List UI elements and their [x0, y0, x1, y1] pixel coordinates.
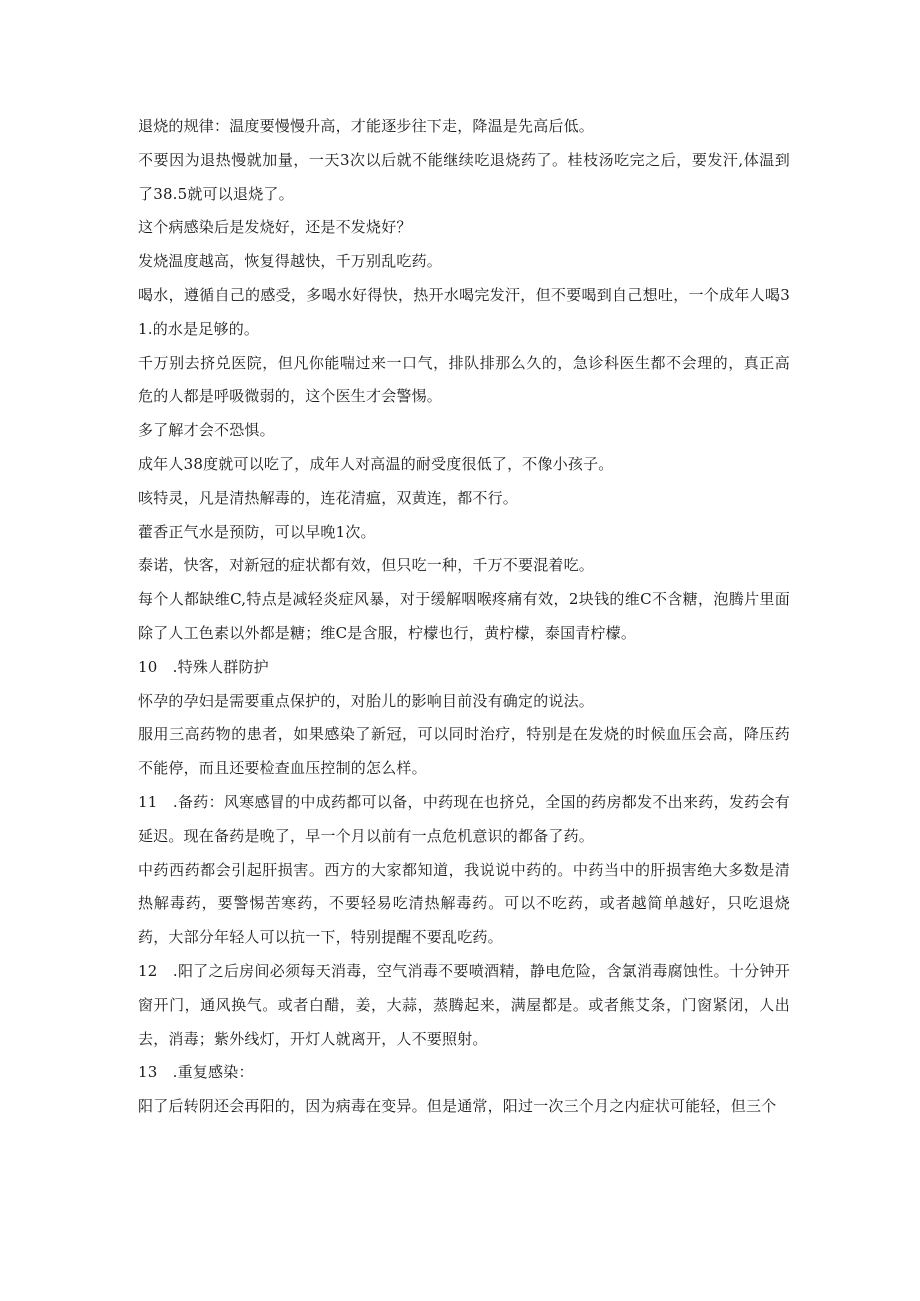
paragraph-understanding: 多了解才会不恐惧。 — [138, 421, 275, 440]
paragraph-chronic-patients: 服用三高药物的患者，如果感染了新冠，可以同时治疗，特别是在发烧的时候血压会高，降压药不能停，而且还要检查血压控制的怎么样。 — [138, 725, 790, 778]
paragraph-fever-question: 这个病感染后是发烧好，还是不发烧好？ — [138, 218, 412, 237]
section-heading-11: 11 .备药：风寒感冒的中成药都可以备，中药现在也挤兑，全国的药房都发不出来药，发药会有延迟。现在备药是晚了，早一个月以前有一点危机意识的都备了药。 — [138, 792, 790, 845]
paragraph-fever-answer: 发烧温度越高，恢复得越快，千万别乱吃药。 — [138, 252, 443, 271]
paragraph-pregnancy: 怀孕的孕妇是需要重点保护的，对胎儿的影响目前没有确定的说法。 — [138, 691, 595, 710]
section-heading-12: 12 .阳了之后房间必须每天消毒，空气消毒不要喷酒精，静电危险，含氯消毒腐蚀性。十分钟开窗开门，通风换气。或者白醋，姜，大蒜，蒸腾起来，满屋都是。或者熊艾条，门窗紧闭，人出去，消毒；紫外线灯，开灯人就离开，人不要照射。 — [138, 961, 790, 1048]
section-heading-13: 13 .重复感染： — [138, 1063, 254, 1082]
section-heading-10: 10 .特殊人群防护 — [138, 657, 269, 676]
paragraph-dosage-warning: 不要因为退热慢就加量，一天3次以后就不能继续吃退烧药了。桂枝汤吃完之后，要发汗,体温到了38.5就可以退烧了。 — [138, 150, 790, 203]
document-body — [138, 110, 790, 1124]
paragraph-cough-medicine: 咳特灵，凡是清热解毒的，连花清瘟，双黄连，都不行。 — [138, 488, 519, 507]
paragraph-adult-medicine: 成年人38度就可以吃了，成年人对高温的耐受度很低了，不像小孩子。 — [138, 454, 614, 473]
paragraph-tylenol: 泰诺，快客，对新冠的症状都有效，但只吃一种，千万不要混着吃。 — [138, 556, 595, 575]
paragraph-huoxiang: 藿香正气水是预防，可以早晚1次。 — [138, 522, 376, 541]
paragraph-liver-damage: 中药西药都会引起肝损害。西方的大家都知道，我说说中药的。中药当中的肝损害绝大多数是清热解毒药，要警惕苦寒药，不要轻易吃清热解毒药。可以不吃药，或者越简单越好，只吃退烧药，大部分年轻人可以抗一下，特别提醒不要乱吃药。 — [138, 860, 790, 947]
paragraph-fever-rule: 退烧的规律：温度要慢慢升高，才能逐步往下走，降温是先高后低。 — [138, 117, 595, 135]
paragraph-hospital-advice: 千万别去挤兑医院，但凡你能喘过来一口气，排队排那么久的，急诊科医生都不会理的，真正高危的人都是呼吸微弱的，这个医生才会警惕。 — [138, 353, 790, 406]
paragraph-reinfection: 阳了后转阴还会再阳的，因为病毒在变异。但是通常，阳过一次三个月之内症状可能轻，但三个 — [138, 1097, 777, 1116]
paragraph-vitamin-c: 每个人都缺维C,特点是减轻炎症风暴，对于缓解咽喉疼痛有效，2块钱的维C不含糖，泡腾片里面除了人工色素以外都是糖；维C是含服，柠檬也行，黄柠檬，泰国青柠檬。 — [138, 590, 790, 642]
paragraph-drink-water: 喝水，遵循自己的感受，多喝水好得快，热开水喝完发汗，但不要喝到自己想吐，一个成年人喝31.的水是足够的。 — [138, 285, 790, 338]
